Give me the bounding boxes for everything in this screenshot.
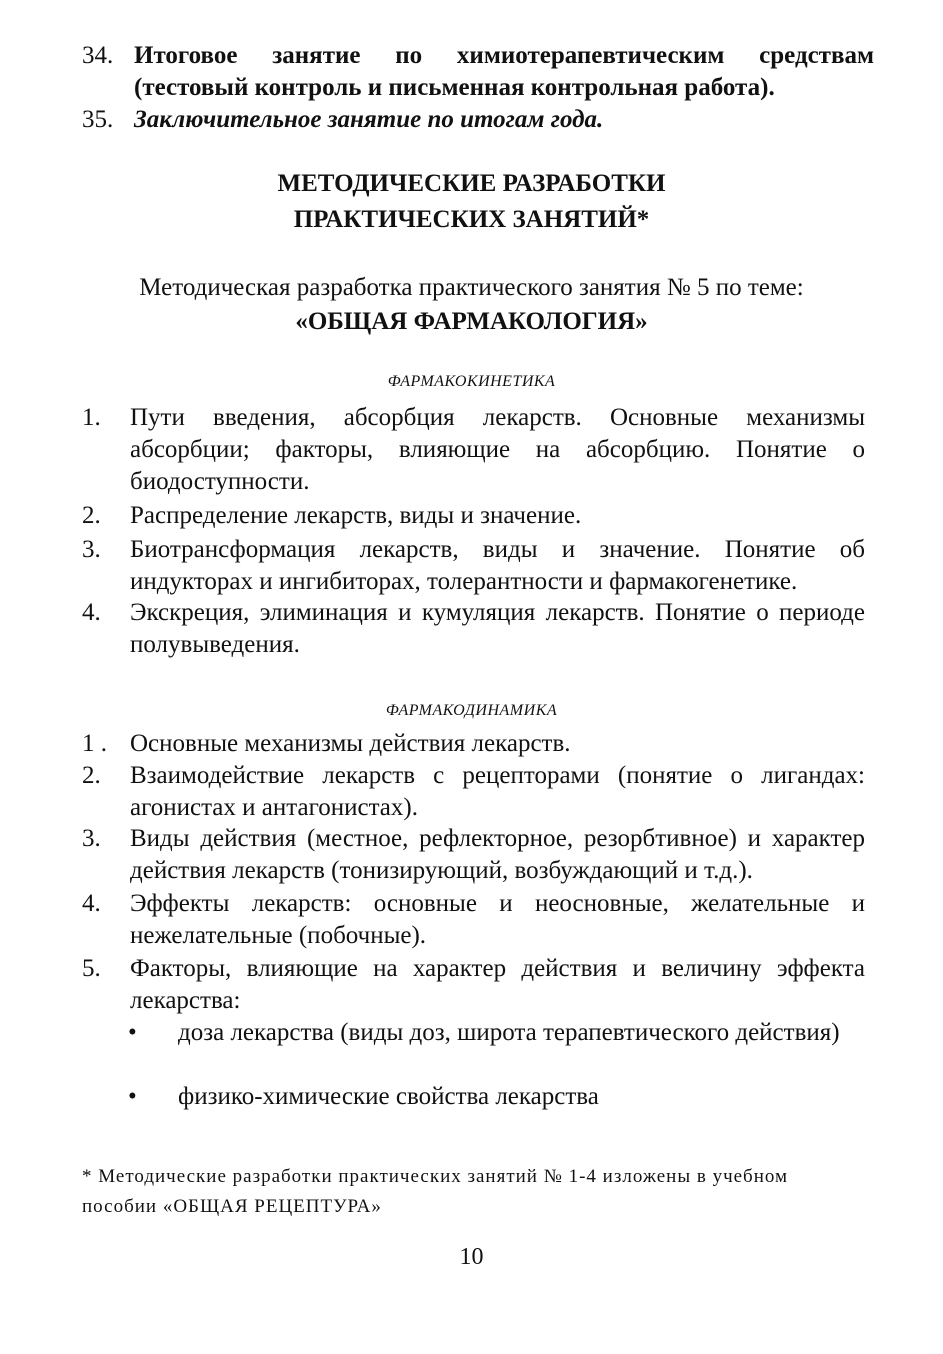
item-text: Биотрансформация лекарств, виды и значение. Понятие об индукторах и ингибиторах, толерантности и фармакогенетике.	[130, 536, 865, 595]
item-text: Итоговое занятие по химиотерапевтическим средствам (тестовый контроль и письменная контрольная работа).	[134, 42, 874, 101]
item-number: 3.	[82, 536, 101, 563]
subsection-title-pharmacokinetics: ФАРМАКОКИНЕТИКА	[387, 373, 556, 390]
lesson-topic: «ОБЩАЯ ФАРМАКОЛОГИЯ»	[295, 308, 648, 335]
page-number: 10	[459, 1244, 484, 1270]
lesson-intro: Методическая разработка практического занятия № 5 по теме:	[139, 274, 804, 301]
item-text: Заключительное занятие по итогам года.	[134, 106, 604, 133]
item-number: 5.	[82, 955, 101, 982]
item-text: Эффекты лекарств: основные и неосновные, желательные и нежелательные (побочные).	[130, 890, 865, 949]
item-text: Взаимодействие лекарств с рецепторами (понятие о лигандах: агонистах и антагонистах).	[130, 762, 865, 821]
section-heading-line2: ПРАКТИЧЕСКИХ ЗАНЯТИЙ*	[293, 206, 650, 233]
item-number: 1 .	[82, 730, 107, 757]
subsection-title-pharmacodynamics: ФАРМАКОДИНАМИКА	[385, 702, 558, 719]
item-text: Виды действия (местное, рефлекторное, резорбтивное) и характер действия лекарств (тонизирующий, возбуждающий и т.д.).	[130, 825, 865, 884]
item-text: Распределение лекарств, виды и значение.	[130, 502, 582, 529]
item-number: 34.	[82, 42, 114, 69]
item-number: 2.	[82, 762, 101, 789]
item-text: Основные механизмы действия лекарств.	[130, 730, 571, 757]
item-number: 2.	[82, 502, 101, 529]
item-number: 4.	[82, 599, 101, 626]
bullet-text: физико-химические свойства лекарства	[178, 1083, 599, 1110]
item-number: 35.	[82, 106, 114, 133]
footnote: * Методические разработки практических занятий № 1-4 изложены в учебном пособии «ОБЩАЯ РЕЦЕПТУРА»	[82, 1166, 789, 1217]
list-item-34	[82, 40, 872, 104]
bullet-text: доза лекарства (виды доз, широта терапевтического действия)	[178, 1019, 840, 1046]
item-text: Экскреция, элиминация и кумуляция лекарств. Понятие о периоде полувыведения.	[130, 599, 865, 658]
bullet-marker: •	[128, 1083, 137, 1110]
item-text: Пути введения, абсорбция лекарств. Основные механизмы абсорбции; факторы, влияющие на абсорбцию. Понятие о биодоступности.	[130, 404, 865, 495]
item-number: 1.	[82, 404, 101, 431]
item-number: 3.	[82, 825, 101, 852]
section-heading-line1: МЕТОДИЧЕСКИЕ РАЗРАБОТКИ	[277, 170, 666, 197]
bullet-marker: •	[128, 1019, 137, 1046]
item-text: Факторы, влияющие на характер действия и величину эффекта лекарства:	[130, 955, 865, 1014]
list-item-35	[82, 104, 872, 136]
item-number: 4.	[82, 890, 101, 917]
